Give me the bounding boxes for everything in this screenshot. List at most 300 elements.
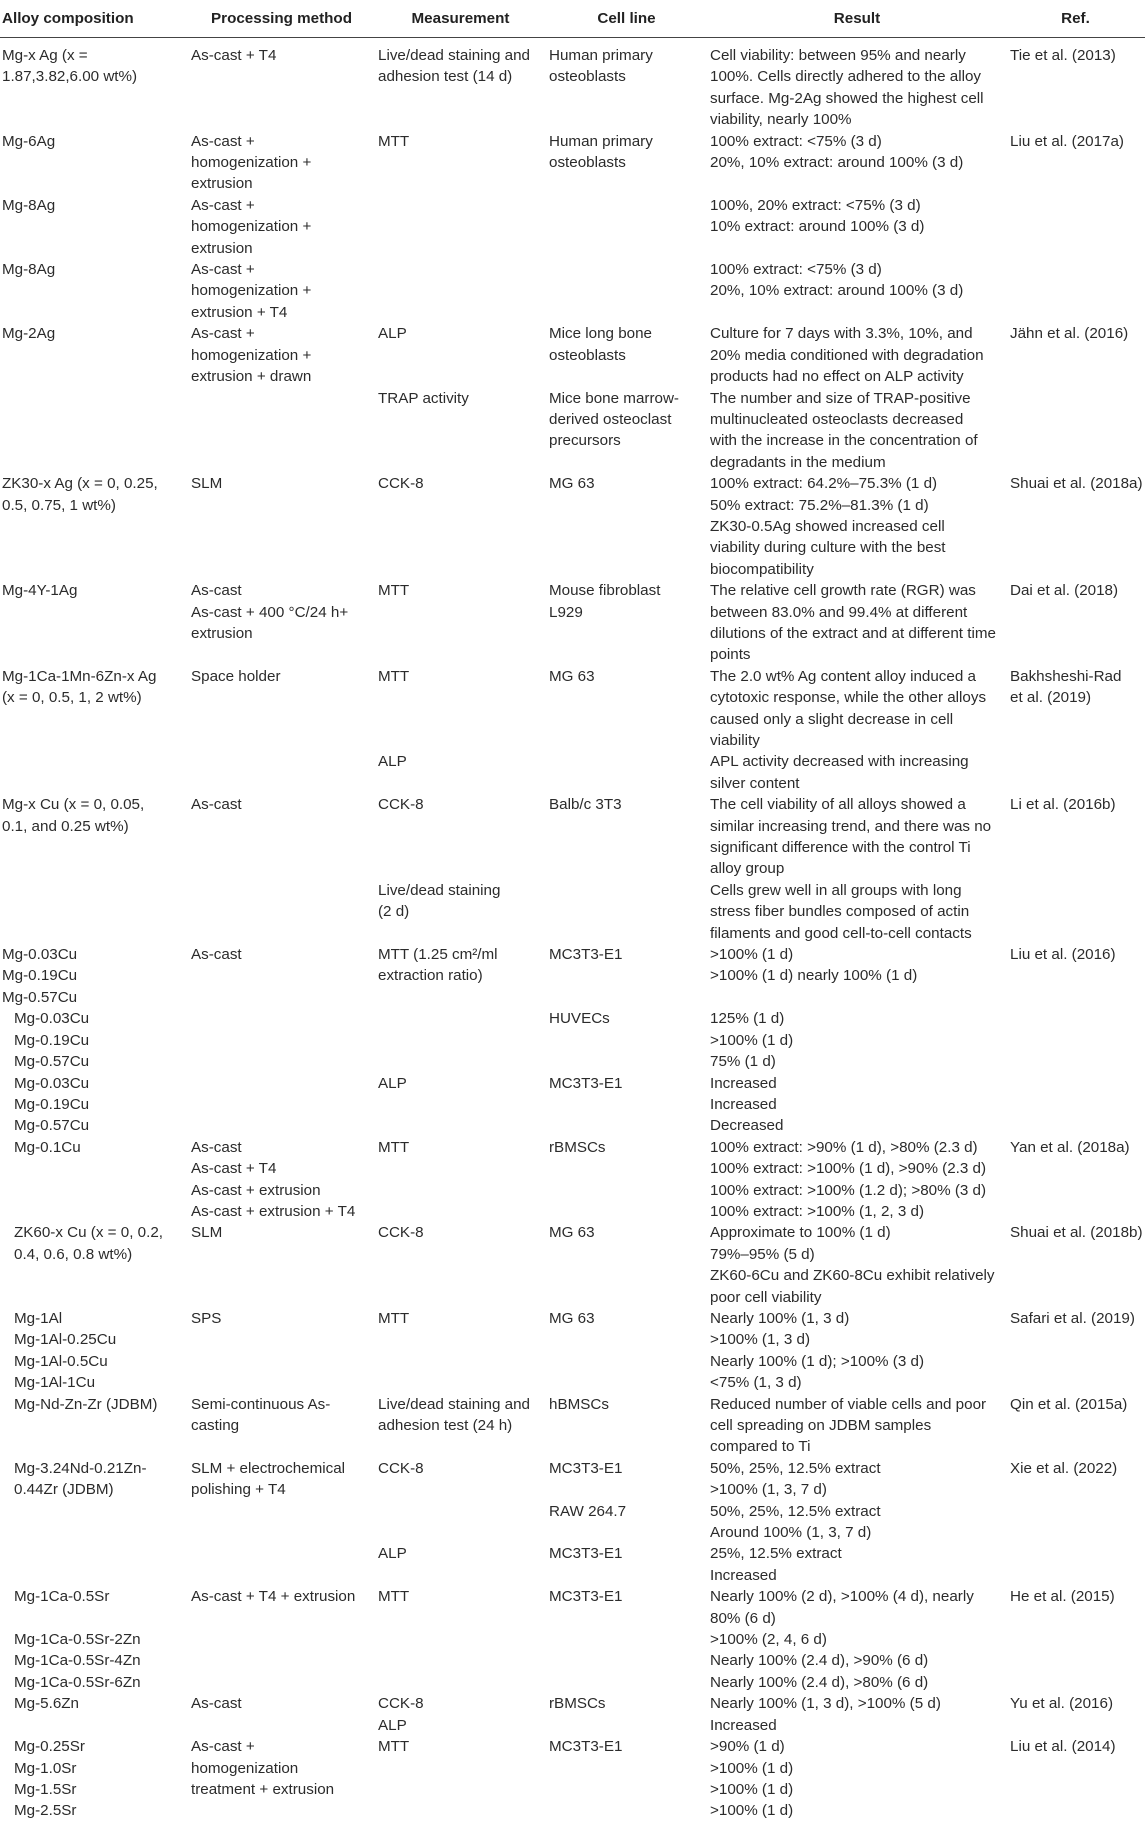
cell-alloy-composition-line: 0.44Zr (JDBM) [14,1481,114,1499]
cell-result [708,388,1008,474]
cell-cell-line [547,1543,708,1586]
cell-alloy-composition-line: Mg-3.24Nd-0.21Zn- [14,1459,147,1477]
cell-result-line: >100% (2, 4, 6 d) [710,1631,827,1649]
cell-result [708,1586,1008,1629]
cell-result-line: caused only a slight decrease in cell [710,710,954,728]
cell-ref-line: Yu et al. (2016) [1010,1695,1114,1713]
cell-ref [1008,1394,1145,1458]
cell-alloy-composition-line: Mg-1Ca-0.5Sr-6Zn [14,1673,141,1691]
cell-alloy-composition [0,259,189,323]
cell-ref [1008,1308,1145,1394]
cell-processing-method-line: As-cast + extrusion [191,1181,321,1199]
cell-alloy-composition-line: Mg-5.6Zn [14,1695,79,1713]
cell-result-line: surface. Mg-2Ag showed the highest cell [710,89,984,107]
cell-cell-line [547,1008,708,1072]
cell-measurement [376,1222,547,1308]
cell-cell-line-line: osteoblasts [549,154,626,172]
cell-result [708,323,1008,387]
cell-measurement [376,1394,547,1458]
table-row [0,323,1145,387]
cell-processing-method-line: As-cast + 400 °C/24 h+ [191,603,349,621]
cell-result-line: ZK30-0.5Ag showed increased cell [710,517,945,535]
cell-alloy-composition-line: Mg-0.19Cu [2,967,78,985]
cell-result [708,1308,1008,1394]
cell-processing-method [189,1222,376,1308]
cell-processing-method-line: As-cast + [191,1738,255,1756]
cell-ref [1008,1736,1145,1822]
cell-ref [1008,323,1145,387]
cell-ref [1008,38,1145,131]
cell-measurement [376,388,547,474]
cell-result-line: >90% (1 d) [710,1738,785,1756]
header-alloy-composition: Alloy composition [0,0,189,38]
cell-cell-line-line: Mice long bone [549,325,653,343]
cell-result-line: The cell viability of all alloys showed a [710,796,966,814]
cell-ref [1008,580,1145,666]
table-row [0,259,1145,323]
cell-result-line: <75% (1, 3 d) [710,1374,802,1392]
cell-result-line: Cells grew well in all groups with long [710,881,962,899]
cell-alloy-composition-line: Mg-0.57Cu [14,1053,90,1071]
cell-alloy-composition [0,195,189,259]
cell-alloy-composition-line: Mg-0.03Cu [2,946,78,964]
cell-result-line: Nearly 100% (2.4 d), >80% (6 d) [710,1673,929,1691]
cell-measurement-line: MTT [378,1738,410,1756]
cell-ref [1008,1137,1145,1223]
cell-result-line: 50%, 25%, 12.5% extract [710,1502,881,1520]
cell-ref-line: Dai et al. (2018) [1010,582,1119,600]
cell-alloy-composition [0,388,189,474]
cell-result [708,1736,1008,1822]
cell-cell-line [547,1308,708,1394]
cell-processing-method-line: As-cast [191,946,242,964]
cell-alloy-composition-line: 0.4, 0.6, 0.8 wt%) [14,1245,133,1263]
cell-result-line: similar increasing trend, and there was no [710,817,992,835]
cell-ref [1008,1629,1145,1693]
cell-measurement [376,1073,547,1137]
cell-cell-line-line: MC3T3-E1 [549,1074,623,1092]
cell-alloy-composition [0,751,189,794]
cell-result-line: 50% extract: 75.2%–81.3% (1 d) [710,496,929,514]
cell-alloy-composition-line: Mg-x Cu (x = 0, 0.05, [2,796,145,814]
cell-result-line: The 2.0 wt% Ag content alloy induced a [710,667,976,685]
table-row [0,1458,1145,1501]
cell-cell-line [547,751,708,794]
cell-processing-method-line: As-cast + [191,132,255,150]
cell-cell-line [547,880,708,944]
cell-measurement-line: ALP [378,753,407,771]
cell-result-line: >100% (1 d) [710,1031,794,1049]
cell-ref-line: Shuai et al. (2018b) [1010,1224,1143,1242]
cell-processing-method-line: homogenization + [191,282,312,300]
cell-processing-method [189,794,376,880]
cell-alloy-composition [0,1137,189,1223]
table-row [0,1586,1145,1629]
cell-measurement-line: Live/dead staining and [378,47,530,64]
cell-cell-line [547,794,708,880]
cell-cell-line-line: L929 [549,603,583,621]
cell-cell-line [547,1629,708,1693]
cell-processing-method-line: As-cast + T4 [191,47,277,64]
cell-processing-method-line: As-cast + T4 [191,1160,277,1178]
cell-measurement [376,1629,547,1693]
cell-result-line: >100% (1, 3, 7 d) [710,1481,827,1499]
cell-alloy-composition-line: 0.5, 0.75, 1 wt%) [2,496,116,514]
cell-measurement [376,323,547,387]
cell-result-line: Cell viability: between 95% and nearly [710,47,966,64]
cell-alloy-composition-line: Mg-x Ag (x = [2,47,88,64]
cell-processing-method [189,1501,376,1544]
cell-measurement [376,794,547,880]
cell-cell-line-line: rBMSCs [549,1695,606,1713]
header-result: Result [708,0,1008,38]
table-row [0,1073,1145,1137]
cell-processing-method-line: Space holder [191,667,281,685]
cell-ref-line: Liu et al. (2017a) [1010,132,1124,150]
cell-cell-line [547,1137,708,1223]
cell-measurement-line: adhesion test (14 d) [378,68,513,86]
cell-measurement-line: ALP [378,1545,407,1563]
cell-result-line: 50%, 25%, 12.5% extract [710,1459,881,1477]
cell-alloy-composition [0,794,189,880]
cell-alloy-composition-line: 1.87,3.82,6.00 wt%) [2,68,138,86]
cell-measurement [376,38,547,131]
cell-cell-line [547,38,708,131]
cell-result-line: 20%, 10% extract: around 100% (3 d) [710,154,964,172]
cell-result-line: cytotoxic response, while the other alloys [710,689,987,707]
table-row [0,1693,1145,1736]
cell-measurement-line: Live/dead staining [378,881,501,899]
cell-cell-line [547,131,708,195]
cell-result-line: 100% extract: <75% (3 d) [710,132,882,150]
cell-result [708,259,1008,323]
cell-alloy-composition [0,944,189,1008]
cell-processing-method-line: homogenization + [191,218,312,236]
cell-result [708,880,1008,944]
cell-ref [1008,1693,1145,1736]
cell-processing-method [189,944,376,1008]
cell-result [708,38,1008,131]
cell-cell-line [547,666,708,752]
cell-processing-method-line: extrusion [191,175,253,193]
cell-processing-method [189,1008,376,1072]
cell-measurement [376,195,547,259]
cell-processing-method-line: As-cast [191,1138,242,1156]
cell-measurement [376,751,547,794]
cell-result-line: >100% (1 d) [710,1780,794,1798]
cell-cell-line-line: MG 63 [549,475,595,493]
cell-processing-method [189,388,376,474]
cell-result-line: filaments and good cell-to-cell contacts [710,924,972,942]
cell-processing-method-line: homogenization [191,1759,299,1777]
cell-measurement-line: ALP [378,325,407,343]
cell-measurement [376,1693,547,1736]
cell-measurement-line: adhesion test (24 h) [378,1417,513,1434]
cell-result [708,1543,1008,1586]
cell-alloy-composition-line: Mg-2Ag [2,325,56,343]
cell-result-line: >100% (1 d) [710,1802,794,1820]
cell-processing-method [189,1543,376,1586]
cell-cell-line [547,195,708,259]
cell-processing-method-line: polishing + T4 [191,1481,286,1499]
cell-alloy-composition-line: Mg-0.19Cu [14,1031,90,1049]
cell-measurement [376,1543,547,1586]
cell-alloy-composition [0,1629,189,1693]
table-header [0,0,1145,38]
cell-result-line: cell spreading on JDBM samples [710,1417,932,1434]
cell-result-line: alloy group [710,860,785,878]
cell-ref [1008,473,1145,580]
cell-ref [1008,1501,1145,1544]
cell-processing-method-line: homogenization + [191,154,312,172]
table-row [0,580,1145,666]
cell-alloy-composition-line: Mg-1Al-1Cu [14,1374,96,1392]
cell-cell-line-line: RAW 264.7 [549,1502,627,1520]
cell-ref [1008,1222,1145,1308]
table-row [0,1394,1145,1458]
cell-result [708,131,1008,195]
cell-result [708,1222,1008,1308]
table-row [0,473,1145,580]
cell-ref-line: He et al. (2015) [1010,1588,1115,1606]
cell-result [708,1693,1008,1736]
cell-result-line: 75% (1 d) [710,1053,776,1071]
cell-measurement-line: CCK-8 [378,1224,424,1242]
cell-processing-method [189,1394,376,1458]
cell-processing-method [189,1736,376,1822]
cell-result-line: viability, nearly 100% [710,111,852,129]
cell-processing-method [189,473,376,580]
cell-measurement-line: MTT (1.25 cm²/ml [378,946,498,964]
cell-processing-method [189,1629,376,1693]
cell-alloy-composition-line: Mg-1Al-0.25Cu [14,1331,117,1349]
cell-result-line: 100%. Cells directly adhered to the alloy [710,68,981,86]
cell-alloy-composition-line: Mg-4Y-1Ag [2,582,78,600]
cell-processing-method [189,1308,376,1394]
cell-result-line: Increased [710,1716,777,1734]
cell-result-line: Nearly 100% (2.4 d), >90% (6 d) [710,1652,929,1670]
cell-result [708,1073,1008,1137]
cell-processing-method [189,1586,376,1629]
cell-result-line: 100% extract: >100% (1, 2, 3 d) [710,1202,925,1220]
cell-processing-method-line: As-cast + [191,325,255,343]
table-row [0,38,1145,131]
cell-cell-line-line: precursors [549,432,621,450]
cell-result-line: 100% extract: >100% (1.2 d); >80% (3 d) [710,1181,987,1199]
cell-processing-method-line: SLM + electrochemical [191,1459,346,1477]
cell-result-line: viability during culture with the best [710,539,946,557]
cell-cell-line [547,259,708,323]
cell-processing-method-line: extrusion [191,624,253,642]
cell-processing-method [189,1137,376,1223]
cell-ref-line: Li et al. (2016b) [1010,796,1116,814]
table-row [0,751,1145,794]
cell-processing-method-line: As-cast + extrusion + T4 [191,1202,356,1220]
cell-ref-line: Yan et al. (2018a) [1010,1138,1130,1156]
cell-result-line: >100% (1 d) [710,1759,794,1777]
cell-measurement [376,1501,547,1544]
table-row [0,1008,1145,1072]
cell-result-line: Increased [710,1074,777,1092]
cell-alloy-composition [0,131,189,195]
cell-result-line: 20% media conditioned with degradation [710,346,984,364]
cell-alloy-composition-line: Mg-0.1Cu [14,1138,81,1156]
cell-result-line: silver content [710,774,800,792]
cell-result [708,794,1008,880]
table-row [0,388,1145,474]
cell-result-line: Around 100% (1, 3, 7 d) [710,1524,872,1542]
cell-measurement [376,1308,547,1394]
table-row [0,1629,1145,1693]
cell-result-line: significant difference with the control Ti [710,839,971,857]
cell-alloy-composition-line: Mg-1Al [14,1309,63,1327]
cell-ref [1008,751,1145,794]
table-row [0,1137,1145,1223]
cell-alloy-composition-line: ZK60-x Cu (x = 0, 0.2, [14,1224,163,1242]
cell-measurement [376,131,547,195]
cell-measurement-line: extraction ratio) [378,967,483,985]
cell-measurement [376,1137,547,1223]
cell-measurement-line: (2 d) [378,903,410,921]
table-row [0,1543,1145,1586]
cell-alloy-composition-line: Mg-1Ca-1Mn-6Zn-x Ag [2,667,157,685]
cell-alloy-composition-line: Mg-0.25Sr [14,1738,85,1756]
cell-cell-line-line: Mice bone marrow- [549,389,679,407]
cell-result-line: 80% (6 d) [710,1609,776,1627]
cell-alloy-composition [0,1736,189,1822]
cell-processing-method-line: Semi-continuous As- [191,1395,331,1413]
cell-result [708,195,1008,259]
table-row [0,1736,1145,1822]
table-row [0,880,1145,944]
cell-measurement [376,666,547,752]
cell-result-line: stress fiber bundles composed of actin [710,903,970,921]
cell-alloy-composition [0,1458,189,1501]
cell-alloy-composition-line: Mg-0.57Cu [14,1117,90,1135]
cell-result-line: compared to Ti [710,1438,811,1456]
cell-processing-method-line: extrusion + T4 [191,303,288,321]
cell-measurement [376,580,547,666]
cell-ref [1008,944,1145,1008]
cell-processing-method [189,195,376,259]
cell-ref [1008,1458,1145,1501]
cell-result-line: 100% extract: <75% (3 d) [710,261,882,279]
cell-cell-line [547,1458,708,1501]
cell-processing-method-line: As-cast + T4 + extrusion [191,1588,356,1606]
cell-cell-line-line: Human primary [549,132,653,150]
cell-result-line: Decreased [710,1117,784,1135]
cell-alloy-composition [0,1008,189,1072]
cell-measurement [376,1736,547,1822]
cell-measurement-line: Live/dead staining and [378,1395,530,1413]
table-row [0,1308,1145,1394]
cell-result-line: Increased [710,1566,777,1584]
cell-cell-line [547,1736,708,1822]
cell-alloy-composition-line: Mg-8Ag [2,196,56,214]
cell-result-line: Reduced number of viable cells and poor [710,1395,987,1413]
cell-processing-method-line: extrusion [191,239,253,257]
cell-measurement [376,1458,547,1501]
cell-cell-line [547,1073,708,1137]
cell-result-line: 100% extract: >100% (1 d), >90% (2.3 d) [710,1160,987,1178]
cell-result [708,1008,1008,1072]
cell-ref [1008,666,1145,752]
cell-ref [1008,195,1145,259]
cell-result-line: poor cell viability [710,1288,822,1306]
cell-alloy-composition-line: Mg-1.0Sr [14,1759,77,1777]
cell-cell-line-line: MG 63 [549,1224,595,1242]
cell-measurement [376,473,547,580]
cell-result-line: 125% (1 d) [710,1010,785,1028]
cell-result-line: 20%, 10% extract: around 100% (3 d) [710,282,964,300]
cell-cell-line-line: MG 63 [549,667,595,685]
cell-cell-line [547,944,708,1008]
cell-result [708,473,1008,580]
cell-processing-method-line: casting [191,1417,240,1434]
cell-alloy-composition [0,473,189,580]
cell-alloy-composition [0,1543,189,1586]
cell-ref [1008,388,1145,474]
cell-result-line: Nearly 100% (1 d); >100% (3 d) [710,1352,924,1370]
cell-ref [1008,1073,1145,1137]
cell-processing-method-line: SPS [191,1309,222,1327]
cell-alloy-composition-line: Mg-0.19Cu [14,1095,90,1113]
cell-measurement-line: MTT [378,1309,410,1327]
cell-processing-method [189,259,376,323]
cell-alloy-composition-line: Mg-1Al-0.5Cu [14,1352,108,1370]
cell-result-line: >100% (1 d) nearly 100% (1 d) [710,967,918,985]
cell-ref-line: Jähn et al. (2016) [1010,325,1129,343]
cell-alloy-composition [0,1394,189,1458]
cell-alloy-composition-line: ZK30-x Ag (x = 0, 0.25, [2,475,158,493]
cell-result-line: products had no effect on ALP activity [710,368,964,386]
cell-result [708,1137,1008,1223]
cell-cell-line-line: MC3T3-E1 [549,946,623,964]
header-cell-line: Cell line [547,0,708,38]
cell-alloy-composition [0,880,189,944]
cell-cell-line-line: Mouse fibroblast [549,582,661,600]
cell-result [708,751,1008,794]
cell-processing-method-line: homogenization + [191,346,312,364]
cell-result-line: Nearly 100% (1, 3 d) [710,1309,850,1327]
cell-processing-method-line: As-cast [191,796,242,814]
cell-result-line: The number and size of TRAP-positive [710,389,971,407]
cell-alloy-composition [0,580,189,666]
cell-result-line: dilutions of the extract and at different time [710,624,996,642]
cell-alloy-composition [0,323,189,387]
cell-result-line: Approximate to 100% (1 d) [710,1224,891,1242]
cell-cell-line [547,323,708,387]
cell-alloy-composition-line: Mg-8Ag [2,261,56,279]
cell-result [708,1629,1008,1693]
cell-cell-line [547,1394,708,1458]
cell-alloy-composition-line: Mg-0.03Cu [14,1010,90,1028]
cell-alloy-composition-line: Mg-6Ag [2,132,56,150]
cell-measurement-line: MTT [378,1588,410,1606]
cell-result-line: multinucleated osteoclasts decreased [710,410,964,428]
cell-ref-line: Liu et al. (2016) [1010,946,1116,964]
cell-result [708,1501,1008,1544]
cell-cell-line-line: MG 63 [549,1309,595,1327]
table-row [0,794,1145,880]
cell-result-line: 100% extract: 64.2%–75.3% (1 d) [710,475,938,493]
cell-alloy-composition-line: Mg-1.5Sr [14,1780,77,1798]
cell-result-line: between 83.0% and 99.4% at different [710,603,968,621]
cell-result-line: The relative cell growth rate (RGR) was [710,582,976,600]
cell-cell-line [547,1222,708,1308]
cell-cell-line-line: HUVECs [549,1010,610,1028]
cell-result-line: APL activity decreased with increasing [710,753,969,771]
